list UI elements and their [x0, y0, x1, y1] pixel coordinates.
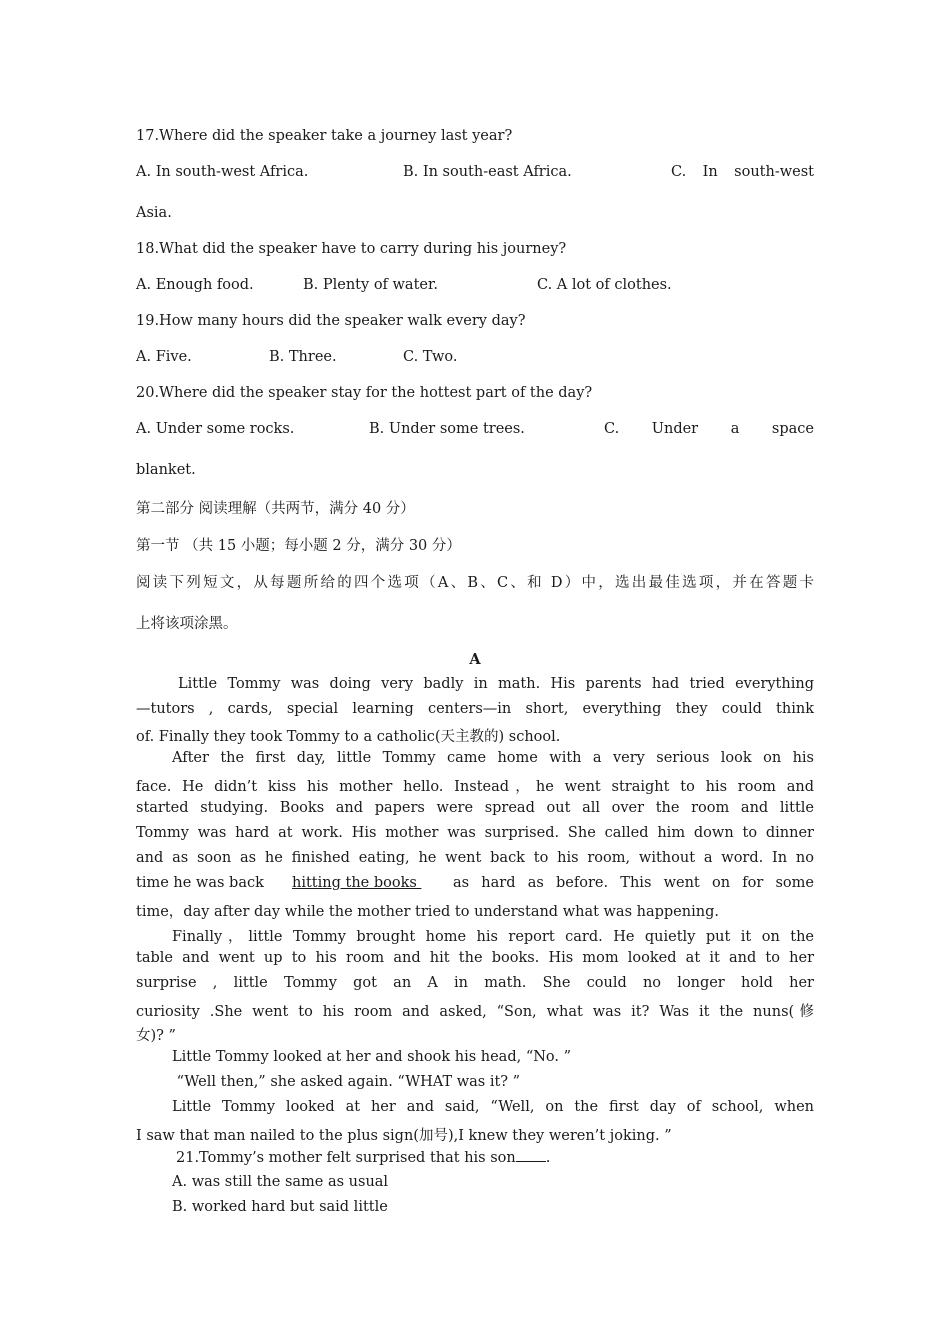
answer-blank: [516, 1149, 546, 1162]
underlined-phrase: hitting the books: [292, 875, 422, 891]
option-a: A. Enough food.: [136, 277, 254, 293]
question-20-option-c-wrap: blanket.: [136, 462, 196, 478]
option-b: B. Under some trees.: [369, 421, 525, 437]
option-c: C. Two.: [403, 349, 458, 365]
passage-paragraph-4: Little Tommy looked at her and shook his head, “No. ”: [172, 1049, 572, 1065]
option-a: A. In south-west Africa.: [136, 164, 309, 180]
question-19: 19.How many hours did the speaker walk every day?: [136, 313, 526, 329]
passage-paragraph-5: “Well then,” she asked again. “WHAT was it? ”: [172, 1074, 521, 1090]
passage-label: A: [469, 651, 481, 668]
question-18: 18.What did the speaker have to carry during his journey?: [136, 241, 567, 257]
option-c: C. In south-west: [671, 164, 814, 180]
option-a: A. Under some rocks.: [136, 421, 295, 437]
option-c: C. Under a space: [604, 421, 814, 437]
question-21-option-a: A. was still the same as usual: [172, 1174, 389, 1190]
question-17-option-c-wrap: Asia.: [136, 205, 172, 221]
reading-instruction: 阅读下列短文，从每题所给的四个选项（A、B、C、和 D）中，选出最佳选项，并在答题卡: [136, 575, 814, 591]
exam-page: 17.Where did the speaker take a journey last year? A. In south-west Africa. B. In south-east Africa. C. In south-west Asia. 18.What did the speaker have to carry during his journey? A. Enough food. B. Plenty of water. C. A lot of clothes. 19.How many hours did the speaker walk every day? A. Five. B. Three. C. Two. 20.Where did the speaker stay for the hottest part of the day? A. Under some rocks. B. Under some trees. C. Under a space blanket. 第二部分 阅读理解（共两节，满分 40 分） 第一节 （共 15 小题；每小题 2 分，满分 30 分） 阅读下列短文，从每题所给的四个选项（A、B、C、和 D）中，选出最佳选项，并在答题卡 上将该项涂黑。 A Little Tommy was doing very badly in math. His parents had tried everything —tutors , cards, special learning centers—in short, everything they could think of. Finally they took Tommy to a catholic(天主教的) school. After the first day, little Tommy came home with a very serious look on his face. He didn’t kiss his mother hello. Instead，he went straight to his room and started studying. Books and papers were spread out all over the room and little Tommy was hard at work. His mother was surprised. She called him down to dinner and as soon as he finished eating, he went back to his room, without a word. In no time he was back hitting the books as hard as before. This went on for some time，day after day while the mother tried to understand what was happening. Finally，little Tommy brought home his report card. He quietly put it on the table and went up to his room and hit the books. His mom looked at it and to her surprise , little Tommy got an A in math. She could no longer hold her curiosity .She went to his room and asked, “Son, what was it? Was it the nuns(修 女)? ” Little Tommy looked at her and shook his head, “No. ” “Well then,” she asked again. “WHAT was it? ” Little Tommy looked at her and said, “Well, on the first day of school, when I saw that man nailed to the plus sign(加号),I knew they weren’t joking. ” 21.Tommy’s mother felt surprised that his son . A. was still the same as usual B. worked hard but said little: [136, 128, 814, 1215]
option-a: A. Five.: [136, 349, 192, 365]
question-21-option-b: B. worked hard but said little: [172, 1199, 388, 1215]
option-b: B. Plenty of water.: [303, 277, 438, 293]
question-21: 21.Tommy’s mother felt surprised that his son .: [176, 1150, 551, 1166]
question-17: 17.Where did the speaker take a journey last year?: [136, 128, 513, 144]
question-20: 20.Where did the speaker stay for the hottest part of the day?: [136, 385, 593, 401]
option-c: C. A lot of clothes.: [537, 277, 672, 293]
section1-heading: 第一节 （共 15 小题；每小题 2 分，满分 30 分）: [136, 538, 461, 554]
reading-instruction-cont: 上将该项涂黑。: [136, 616, 238, 632]
option-b: B. Three.: [269, 349, 337, 365]
option-b: B. In south-east Africa.: [403, 164, 572, 180]
part2-heading: 第二部分 阅读理解（共两节，满分 40 分）: [136, 501, 415, 517]
